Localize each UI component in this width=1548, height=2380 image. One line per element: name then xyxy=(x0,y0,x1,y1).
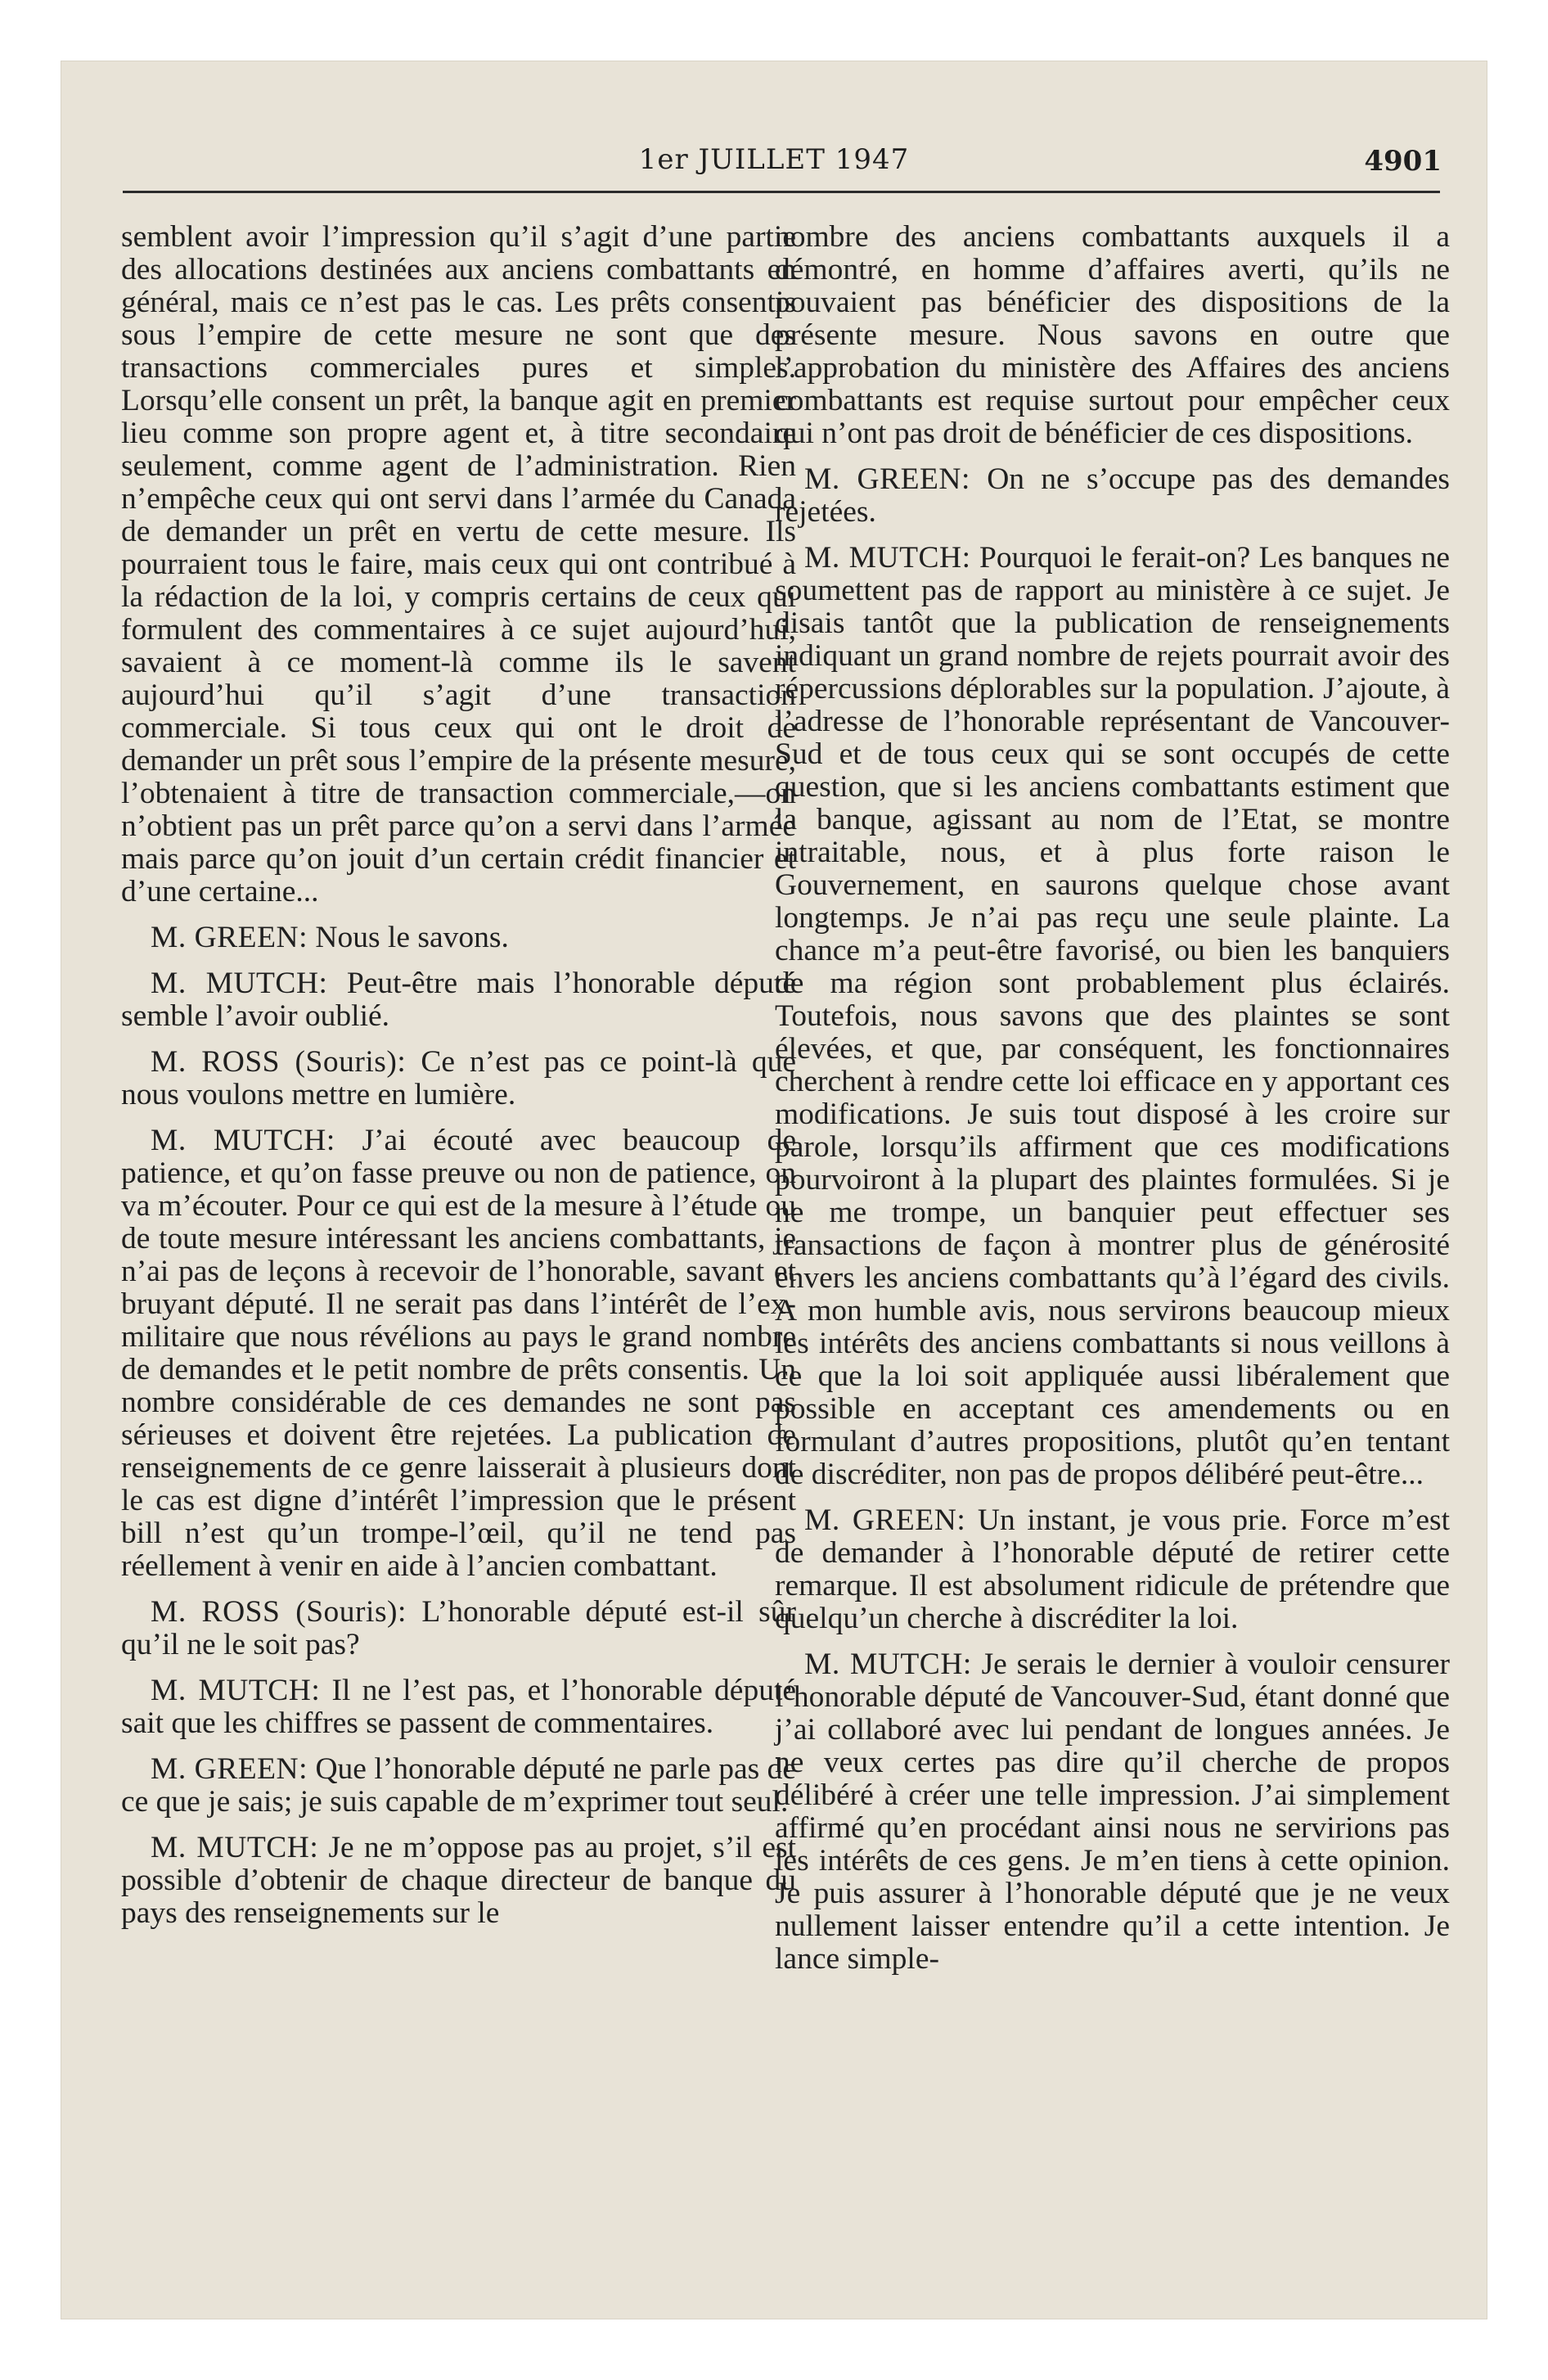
left-column xyxy=(121,221,796,1930)
paragraph-text: Un instant, je vous prie. Force m’est de demander à l’honorable député de retirer cette remarque. Il est absolument ridicule de prétendre que quelqu’un cherche à discréditer la loi. xyxy=(775,1503,1451,1635)
speaker-name: M. GREEN: xyxy=(804,462,970,496)
header-date: 1er JUILLET 1947 xyxy=(638,143,910,176)
paragraph-text: J’ai écouté avec beaucoup de patience, et qu’on fasse preuve ou non de patience, on va m’écouter. Pour ce qui est de la mesure à l’étude ou de toute mesure intéressant les anciens combattants, je n’ai pas de leçons à recevoir de l’honorable, savant et bruyant député. Il ne serait pas dans l’intérêt de l’ex-militaire que nous révélions au pays le grand nombre de demandes et le petit nombre de prêts consentis. Un nombre considérable de ces demandes ne sont pas sérieuses et doivent être rejetées. La publication de renseignements de ce genre laisserait à plusieurs dont le cas est digne d’intérêt l’impression que le présent bill n’est qu’un trompe-l’œil, qu’il ne tend pas réellement à venir en aide à l’ancien combattant. xyxy=(121,1124,797,1583)
document-page xyxy=(61,61,1487,2319)
speaker-name: M. ROSS (Souris): xyxy=(151,1595,407,1629)
paragraph-text: Nous le savons. xyxy=(315,921,509,954)
speaker-name: M. MUTCH: xyxy=(804,1648,972,1681)
paragraph xyxy=(121,967,796,1033)
paragraph xyxy=(121,1046,796,1111)
paragraph xyxy=(775,221,1450,450)
paragraph-text: On ne s’occupe pas des demandes rejetées. xyxy=(775,462,1450,529)
paragraph-text: nombre des anciens combattants auxquels il a démontré, en homme d’affaires averti, qu’ils ne pouvaient pas bénéficier des dispositions de la présente mesure. Nous savons en outre que l’approbation du ministère des Affaires des anciens combattants est requise surtout pour empêcher ceux qui n’ont pas droit de bénéficier de ces dispositions. xyxy=(775,220,1450,450)
paragraph-text: Je ne m’oppose pas au projet, s’il est possible d’obtenir de chaque directeur de banque du pays des renseignements sur le xyxy=(121,1831,797,1930)
paragraph xyxy=(775,463,1450,529)
paragraph xyxy=(775,542,1450,1491)
paragraph-text: Ce n’est pas ce point-là que nous voulons mettre en lumière. xyxy=(121,1045,796,1111)
paragraph-text: semblent avoir l’impression qu’il s’agit d’une partie des allocations destinées aux anciens combattants en général, mais ce n’est pas le cas. Les prêts consentis sous l’empire de cette mesure ne sont que des transactions commerciales pures et simples. Lorsqu’elle consent un prêt, la banque agit en premier lieu comme son propre agent et, à titre secondaire seulement, comme agent de l’administration. Rien n’empêche ceux qui ont servi dans l’armée du Canada de demander un prêt en vertu de cette mesure. Ils pourraient tous le faire, mais ceux qui ont contribué à la rédaction de la loi, y compris certains de ceux qui formulent des commentaires à ce sujet aujourd’hui, savaient à ce moment-là comme ils le savent aujourd’hui qu’il s’agit d’une transaction commerciale. Si tous ceux qui ont le droit de demander un prêt sous l’empire de la présente mesure, l’obtenaient à titre de transaction commerciale,—on n’obtient pas un prêt parce qu’on a servi dans l’armée mais parce qu’on jouit d’un certain crédit financier et d’une certaine... xyxy=(121,220,796,908)
right-column xyxy=(775,221,1450,1976)
speaker-name: M. MUTCH: xyxy=(151,1674,321,1707)
paragraph-text: Il ne l’est pas, et l’honorable député sait que les chiffres se passent de commentaires. xyxy=(121,1674,797,1740)
speaker-name: M. MUTCH: xyxy=(151,967,328,1000)
header-rule xyxy=(123,191,1440,193)
paragraph xyxy=(121,922,796,954)
page-number: 4901 xyxy=(1364,145,1442,178)
paragraph xyxy=(121,1753,796,1819)
paragraph-text: Peut-être mais l’honorable député semble l’avoir oublié. xyxy=(121,967,796,1033)
paragraph-text: Pourquoi le ferait-on? Les banques ne soumettent pas de rapport au ministère à ce sujet. Je disais tantôt que la publication de renseignements indiquant un grand nombre de rejets pourrait avoir des répercussions déplorables sur la population. J’ajoute, à l’adresse de l’honorable représentant de Vancouver-Sud et de tous ceux qui se sont occupés de cette question, que si les anciens combattants estiment que la banque, agissant au nom de l’Etat, se montre intraitable, nous, et à plus forte raison le Gouvernement, en saurons quelque chose avant longtemps. Je n’ai pas reçu une seule plainte. La chance m’a peut-être favorisé, ou bien les banquiers de ma région sont probablement plus éclairés. Toutefois, nous savons que des plaintes se sont élevées, et que, par conséquent, les fonctionnaires cherchent à rendre cette loi efficace en y apportant ces modifications. Je suis tout disposé à les croire sur parole, lorsqu’ils affirment que ces modifications pourvoiront à la plupart des plaintes formulées. Si je ne me trompe, un banquier peut effectuer ses transactions de façon à montrer plus de générosité envers les anciens combattants qu’à l’égard des civils. A mon humble avis, nous servirons beaucoup mieux les intérêts des anciens combattants si nous veillons à ce que la loi soit appliquée aussi libéralement que possible en acceptant ces amendements ou en formulant d’autres propositions, plutôt qu’en tentant de discréditer, non pas de propos délibéré peut-être... xyxy=(775,541,1451,1491)
paragraph xyxy=(121,221,796,908)
page-header xyxy=(61,61,1487,178)
paragraph-text: Que l’honorable député ne parle pas de ce que je sais; je suis capable de m’exprimer tout seul. xyxy=(121,1752,796,1819)
paragraph xyxy=(121,1832,796,1930)
speaker-name: M. GREEN: xyxy=(804,1503,966,1537)
paragraph xyxy=(775,1504,1450,1635)
speaker-name: M. MUTCH: xyxy=(151,1831,319,1864)
speaker-name: M. ROSS (Souris): xyxy=(151,1045,407,1079)
speaker-name: M. MUTCH: xyxy=(804,541,971,575)
paragraph xyxy=(121,1675,796,1740)
speaker-name: M. GREEN: xyxy=(151,921,308,954)
paragraph xyxy=(121,1125,796,1583)
paragraph-text: L’honorable député est-il sûr qu’il ne le soit pas? xyxy=(121,1595,797,1661)
speaker-name: M. MUTCH: xyxy=(151,1124,335,1157)
paragraph xyxy=(775,1648,1450,1976)
paragraph-text: Je serais le dernier à vouloir censurer l’honorable député de Vancouver-Sud, étant donné que j’ai collaboré avec lui pendant de longues années. Je ne veux certes pas dire qu’il cherche de propos délibéré à créer une telle impression. J’ai simplement affirmé qu’en procédant ainsi nous ne servirions pas les intérêts de ces gens. Je m’en tiens à cette opinion. Je puis assurer à l’honorable député que je ne veux nullement laisser entendre qu’il a cette intention. Je lance simple- xyxy=(775,1648,1451,1976)
speaker-name: M. GREEN: xyxy=(151,1752,308,1786)
paragraph xyxy=(121,1596,796,1661)
